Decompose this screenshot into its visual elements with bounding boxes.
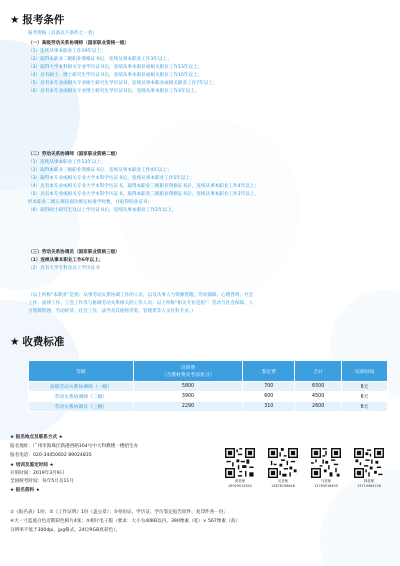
cell-time: 6天 [342,382,388,392]
schedule-exam: 全国统考时间：每年5月及11月 [10,479,74,484]
qr-contact-phone: 13763918495 [314,483,338,488]
grade3-item: （2）具有大学专科及以上学历证书 [28,266,100,271]
qr-contact-phone: 13719464746 [357,483,381,488]
qr-contact-name: 吴老师 [277,479,289,483]
cell-exam: 700 [243,382,295,392]
qr-caption [349,479,389,488]
qr-code-icon[interactable] [225,448,255,478]
grade2-item: （3）取得本专业或相关专业大学本科学历证书后，连续从事本职业工作5年以上； [28,176,195,181]
cell-level: 高级劳动关系协调师（一级） [29,382,134,392]
grade1-item: （6）具有本专业或相关专业博士研究生学历证书后，连续从事本职业工作3年以上。 [28,89,200,94]
qr-code-icon[interactable] [311,448,341,478]
schedule-start: 开班时间：2019年3月9日 [10,471,65,476]
grade1-item: （3）取得大学本科相关专业学历证书后，连续从事本职业或相关职业工作13年以上； [28,65,203,70]
header-total: 合计 [295,361,342,382]
grade3-item: （1）连续从事本职业工作6年以上； [28,258,104,263]
header-training-line2: （含教材费及考前复习） [161,373,215,378]
schedule-heading: ★ 培训及鉴定时间 ★ [10,463,54,468]
section-title-fees [10,334,64,349]
note-line: 工作、法律工作、工会工作等与协调劳动关系相关的工作人员；以上所称“相关专业是指”：劳动与社会保障、人 [28,301,254,306]
materials-line: 分辨率不低于300dpi，jpg格式，24位RGB真彩色）。 [10,528,120,533]
definitions-note [28,293,388,315]
cell-time: 6天 [342,402,388,412]
contact-phone: 报名电话：020-34450602 89024835 [10,453,92,458]
qr-contact-phone: 18929512945 [228,483,252,488]
header-level: 等级 [29,361,134,382]
grade1-item: （1）连续从事本职业工作19年以上； [28,49,106,54]
grade1-item: （5）具有本专业或相关专业硕士研究生学历证书，连续从事本职业或相关职业工作7年以上； [28,81,218,86]
contact-heading: ★ 报名地点及联系方式 ★ [10,435,63,440]
grade3-heading: （三）劳动关系协调员（国家职业资格三级） [28,250,120,255]
cell-training: 5800 [133,382,243,392]
qr-code-icon[interactable] [268,448,298,478]
grade2-item: （4）具有本专业或相关专业大学本科学历证书，取得本职业三级职业资格证书后，连续从事本职业工作4年以上； [28,184,259,189]
header-exam: 鉴定费 [243,361,295,382]
header-time: 培训时间 [342,361,388,382]
grade1-block [28,41,388,95]
qr-contact-name: 林老师 [363,479,375,483]
grade2-heading: （二）劳动关系协调师（国家职业资格二级） [28,152,120,157]
section-title-requirements [10,12,64,27]
cell-total: 6500 [295,382,342,392]
qr-contact-phone: 13876198846 [271,483,295,488]
materials-heading: ★ 报名资料 ★ [10,488,40,493]
grade1-heading: （一）高级劳动关系协调师（国家职业资格一级） [28,41,130,46]
grade1-item: （4）具有硕士、博士研究生学历证书后，连续从事本职业或相关职业工作10年以上； [28,73,203,78]
cell-time: 6天 [342,392,388,402]
contact-block [10,435,225,494]
materials-line: ①《报名表》1份；②《工作证明》1份（盖公章）；③身份证、学历证、学历鉴定报告原件、复印件各一份； [10,510,229,515]
qr-contact-name: 黄老师 [234,479,246,483]
grade2-item: 经本职业二级正规培训达规定标准学时数，并取得结业证书； [28,200,153,205]
fee-table [28,360,388,412]
section-title-text: 收费标准 [22,336,65,348]
cell-training: 3900 [133,392,243,402]
table-row [29,402,388,412]
cell-total: 4500 [295,392,342,402]
contact-address: 报名地址：广州市海珠区新港西路164号中大科教楼一楼招生办 [10,444,139,449]
cell-total: 2600 [295,402,342,412]
star-icon: ★ [10,14,20,26]
qr-code-icon[interactable] [354,448,384,478]
fee-table-header-row [29,361,388,382]
grade2-item: （2）取得本职业三级职业资格证书后，连续从事本职业工作4年以上； [28,168,172,173]
section-title-text: 报考条件 [22,14,65,26]
requirements-intro: 报考资格（具备以下条件之一者） [28,31,97,36]
grade2-block [28,152,388,214]
note-line: 力资源管理、劳动经济、社会工作、法学及其他经济类、管理类等人文社科专业。） [28,309,196,314]
materials-block [10,510,395,534]
materials-line: ④大一寸蓝底白色近期彩色相片4张；⑤相片电子版（要求：大小为40KB以内，390像素（宽）× 567像素（高） [10,519,240,524]
cell-exam: 600 [243,392,295,402]
table-row [29,392,388,402]
cell-level: 劳动关系协调员（三级） [29,402,134,412]
grade2-item: （1）连续从事本职业工作13年以上； [28,160,106,165]
table-row [29,382,388,392]
grade2-item: （5）具有本专业或相关专业大学本科学历证书，取得本职业三级职业资格证书后，连续从事本职业工作3年以上， [28,192,259,197]
cell-level: 劳动关系协调师（二级） [29,392,134,402]
cell-exam: 310 [243,402,295,412]
header-training [133,361,243,382]
grade3-block [28,250,388,272]
cell-training: 2290 [133,402,243,412]
star-icon: ★ [10,336,20,348]
note-line: （以上所称“本职业”是指：从事劳动关系协调工作的人员，以及从事人力资源管理、劳动保障、心理咨询、社会 [28,293,254,298]
qr-caption [263,479,303,488]
qr-caption [306,479,346,488]
header-training-line1: 培训费 [180,366,196,371]
qr-contact-name: 马老师 [320,479,332,483]
qr-caption [220,479,260,488]
grade1-item: （2）取得本职业二级职业资格证书后，连续从事本职业工作3年以上； [28,57,172,62]
grade2-item: （6）取得硕士研究生及以上学历证书后，连续从事本职业工作2年以上。 [28,208,177,213]
